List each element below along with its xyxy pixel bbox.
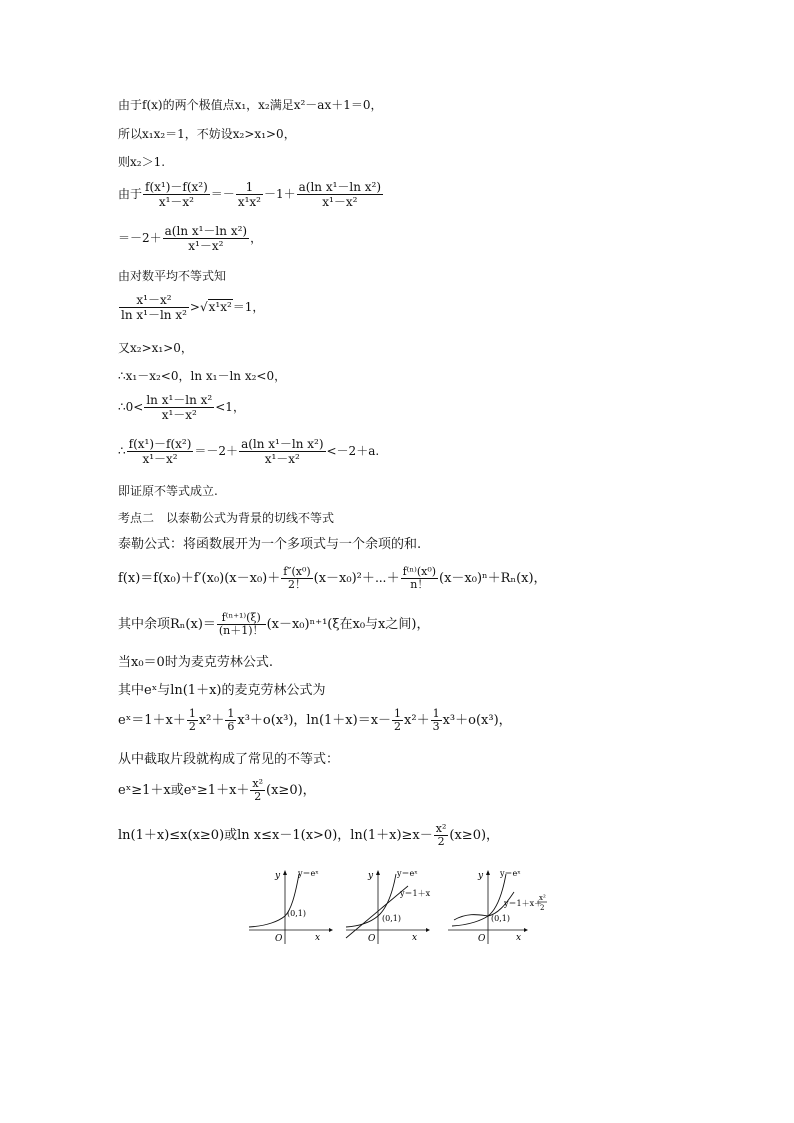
point-label: (0,1) — [382, 914, 401, 923]
line-maclaurin: 当x₀＝0时为麦克劳林公式. — [118, 655, 273, 670]
fraction: $\frac{\text{a(ln x¹－ln x²)}}{\text{x¹－x²}}$ — [164, 224, 248, 253]
fraction: $\frac{1}{2}$ — [188, 707, 196, 733]
y-arrow-icon — [376, 870, 380, 875]
y-label: y — [368, 871, 374, 881]
fraction: $\frac{\text{f(x¹)－f(x²)}}{\text{x¹－x²}}$ — [128, 437, 192, 466]
point-label: (0,1) — [491, 914, 510, 923]
y-label: y — [275, 871, 281, 881]
x-arrow-icon — [426, 928, 430, 932]
x-arrow-icon — [524, 928, 528, 932]
line-simplified: ＝－2＋ $\frac{\text{a(ln x¹－ln x²)}}{\text{x¹－x²}}$ ， — [118, 224, 263, 253]
origin-label: O — [478, 934, 486, 944]
fraction: $\frac{\text{ln x¹－ln x²}}{\text{x¹－x²}}$ — [146, 393, 213, 422]
origin-label: O — [368, 934, 376, 944]
y-arrow-icon — [486, 870, 490, 875]
origin-label: O — [275, 934, 283, 944]
fraction: $\frac{\text{x²}}{2}$ — [252, 777, 264, 803]
line-bound: ∴0< $\frac{\text{ln x¹－ln x²}}{\text{x¹－x²}}$ <1， — [118, 393, 245, 422]
line-sign: ∴x₁－x₂<0，ln x₁－ln x₂<0， — [118, 369, 287, 383]
line-log-mean-inequality: $\frac{\text{x¹－x²}}{\text{ln x¹－ln x²}}$ >√x¹x²＝1， — [121, 293, 265, 322]
graph-exp-quadratic — [444, 866, 554, 946]
point-label: (0,1) — [287, 909, 306, 918]
exp-label: y＝eˣ — [500, 869, 521, 878]
line-log-inequalities: ln(1＋x)≤x(x≥0)或ln x≤x－1(x>0)，ln(1＋x)≥x－ $\frac{\text{x²}}{2}$ (x≥0)， — [118, 822, 500, 848]
exp-label: y＝eˣ — [298, 869, 319, 878]
fraction: $\frac{\text{f⁽ⁿ⁾(x⁰)}}{n!}$ — [402, 565, 437, 591]
line-inequalities-intro: 从中截取片段就构成了常见的不等式： — [118, 752, 340, 767]
quadratic-label-den: 2 — [540, 904, 545, 912]
line-conclusion: ∴ $\frac{\text{f(x¹)－f(x²)}}{\text{x¹－x²}}$ ＝－2＋ $\frac{\text{a(ln x¹－ln x²)}}{\text{x¹－x²}}$ <－2＋a. — [118, 437, 380, 466]
line-taylor-formula: f(x)＝f(x₀)＋f′(x₀)(x－x₀)＋ $\frac{\text{f″(x⁰)}}{2!}$ (x－x₀)²＋⋯＋ $\frac{\text{f⁽ⁿ⁾(x⁰)}}{n!}$ (x－x₀)ⁿ＋Rₙ(x)， — [118, 565, 547, 591]
quadratic-label-num: x² — [539, 894, 546, 902]
line-remainder: 其中余项Rₙ(x)＝ $\frac{\text{f⁽ⁿ⁺¹⁾(ξ)}}{(n+1)!}$ (x－x₀)ⁿ⁺¹(ξ在x₀与x之间)， — [118, 611, 430, 637]
x-label: x — [315, 933, 321, 943]
y-arrow-icon — [283, 870, 287, 875]
fraction: $\frac{\text{a(ln x¹－ln x²)}}{\text{x¹－x²}}$ — [241, 437, 324, 466]
x-label: x — [516, 933, 522, 943]
exp-label: y＝eˣ — [397, 869, 418, 878]
section-heading: 考点二 以泰勒公式为背景的切线不等式 — [118, 511, 335, 525]
quadratic-label: y＝1＋x＋ — [504, 899, 543, 908]
line-taylor-def: 泰勒公式：将函数展开为一个多项式与一个余项的和. — [118, 537, 422, 552]
fraction: $\frac{1}{6}$ — [227, 707, 235, 733]
fraction: $\frac{\text{x²}}{2}$ — [435, 822, 447, 848]
fraction: $\frac{\text{f⁽ⁿ⁺¹⁾(ξ)}}{(n+1)!}$ — [218, 611, 264, 637]
line-difference-quotient: 由于 $\frac{\text{f(x¹)－f(x²)}}{\text{x¹－x²}}$ ＝－ $\frac{1}{\text{x¹x²}}$ －1＋ $\frac{\text{a(ln x¹－ln x²)}}{\text{x¹－x²}}$ — [118, 180, 382, 209]
tangent-label: y＝1＋x — [400, 889, 431, 898]
fraction: $\frac{1}{2}$ — [394, 707, 402, 733]
fraction: $\frac{\text{f(x¹)－f(x²)}}{\text{x¹－x²}}$ — [145, 180, 208, 209]
fraction: $\frac{\text{x¹－x²}}{\text{ln x¹－ln x²}}$ — [121, 293, 187, 322]
y-label: y — [478, 871, 484, 881]
fraction: $\frac{\text{f″(x⁰)}}{2!}$ — [283, 565, 311, 591]
line-log-mean-intro: 由对数平均不等式知 — [118, 269, 227, 283]
fraction: $\frac{1}{\text{x¹x²}}$ — [237, 180, 261, 209]
line-maclaurin-series: eˣ＝1＋x＋ $\frac{1}{2}$ x²＋ $\frac{1}{6}$ x³＋o(x³)，ln(1＋x)＝x－ $\frac{1}{2}$ x²＋ $\frac{1}{3}$ x³＋o(x³)， — [118, 707, 512, 733]
line-order: 又x₂>x₁>0， — [118, 341, 193, 355]
line-maclaurin-intro: 其中eˣ与ln(1＋x)的麦克劳林公式为 — [118, 683, 326, 698]
x-label: x — [412, 933, 418, 943]
graph-exp-tangent — [342, 866, 432, 946]
line-extreme-points: 由于f(x)的两个极值点x₁，x₂满足x²－ax＋1＝0， — [118, 98, 383, 112]
line-product: 所以x₁x₂＝1，不妨设x₂>x₁>0， — [118, 127, 296, 141]
sqrt-icon: √ — [199, 300, 208, 314]
line-proof-done: 即证原不等式成立. — [118, 484, 218, 498]
line-x2-gt-1: 则x₂＞1. — [118, 155, 166, 169]
x-arrow-icon — [329, 928, 333, 932]
fraction: $\frac{1}{3}$ — [432, 707, 440, 733]
exp-curve — [249, 874, 299, 927]
fraction: $\frac{\text{a(ln x¹－ln x²)}}{\text{x¹－x²}}$ — [298, 180, 382, 209]
line-exp-inequalities: eˣ≥1＋x或eˣ≥1＋x＋ $\frac{\text{x²}}{2}$ (x≥0)， — [118, 777, 316, 803]
graph-exp — [245, 866, 335, 946]
